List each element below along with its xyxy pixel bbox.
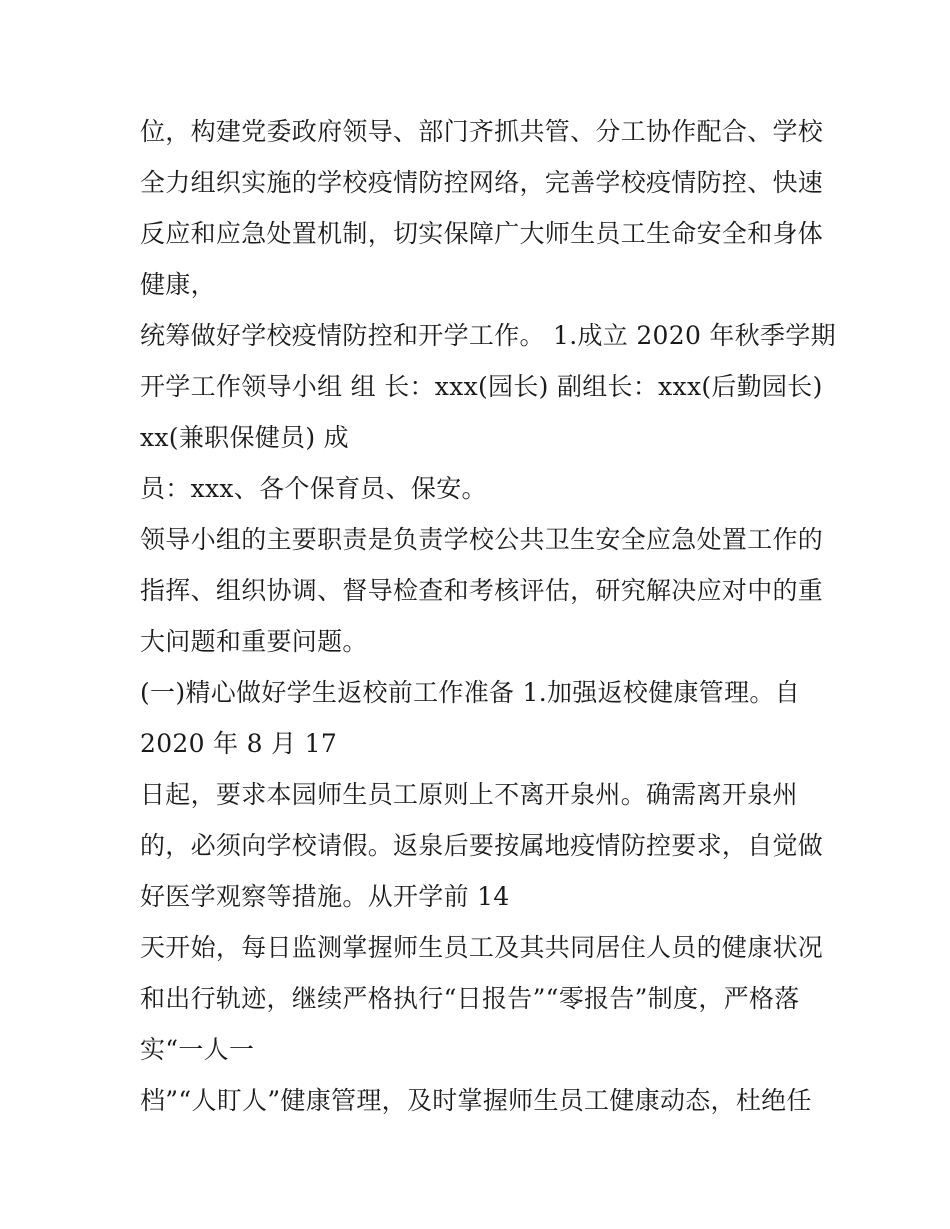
text-line: 领导小组的主要职责是负责学校公共卫生安全应急处置工作的	[140, 525, 824, 554]
text-line: 天开始，每日监测掌握师生员工及其共同居住人员的健康状况	[140, 933, 824, 962]
text-line: xx(兼职保健员) 成	[140, 423, 349, 452]
text-line: 2020 年 8 月 17	[140, 729, 338, 758]
text-line: 档”“人盯人”健康管理，及时掌握师生员工健康动态，杜绝任	[140, 1086, 812, 1115]
text-line: 好医学观察等措施。从开学前 14	[140, 882, 510, 911]
text-line: 指挥、组织协调、督导检查和考核评估，研究解决应对中的重	[140, 576, 824, 605]
text-line: 大问题和重要问题。	[140, 627, 368, 656]
document-body	[140, 106, 836, 1126]
text-line: 员：xxx、各个保育员、保安。	[140, 474, 487, 503]
text-line: 位，构建党委政府领导、部门齐抓共管、分工协作配合、学校	[140, 117, 824, 146]
text-line: 实“一人一	[140, 1035, 255, 1064]
text-line: 开学工作领导小组 组 长：xxx(园长) 副组长：xxx(后勤园长)	[140, 372, 823, 401]
text-line: 健康，	[140, 270, 216, 299]
text-line: 统筹做好学校疫情防控和开学工作。 1.成立 2020 年秋季学期	[140, 321, 836, 350]
text-line: 全力组织实施的学校疫情防控网络，完善学校疫情防控、快速	[140, 168, 824, 197]
text-line: 和出行轨迹，继续严格执行“日报告”“零报告”制度，严格落	[140, 984, 800, 1013]
text-line: (一)精心做好学生返校前工作准备 1.加强返校健康管理。自	[140, 678, 801, 707]
text-line: 反应和应急处置机制，切实保障广大师生员工生命安全和身体	[140, 219, 824, 248]
text-line: 日起，要求本园师生员工原则上不离开泉州。确需离开泉州	[140, 780, 798, 809]
text-line: 的，必须向学校请假。返泉后要按属地疫情防控要求，自觉做	[140, 831, 824, 860]
